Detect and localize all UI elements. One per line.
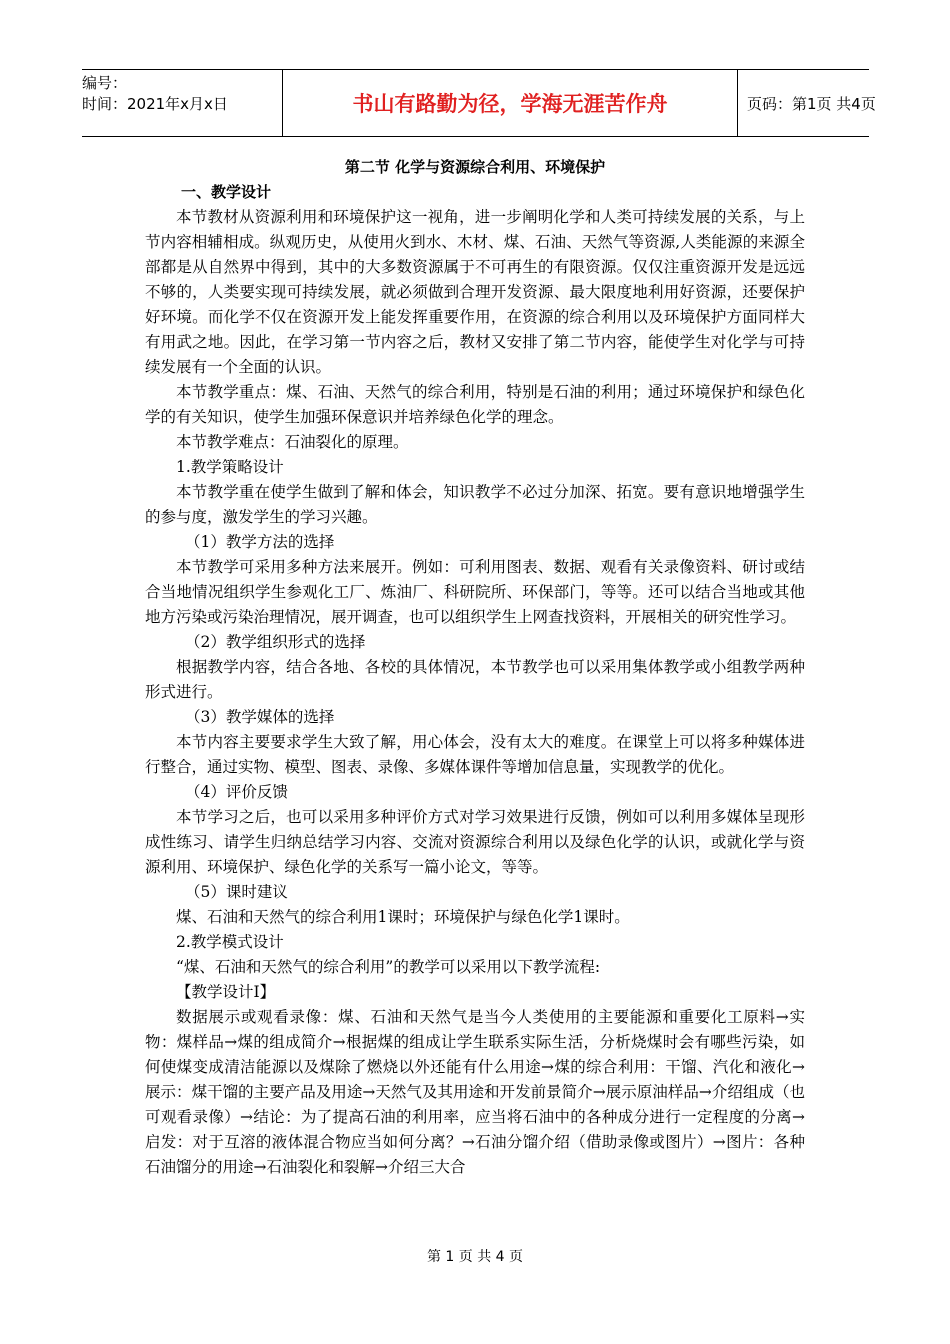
subheading: （2）教学组织形式的选择 bbox=[185, 633, 366, 651]
subheading: 【教学设计I】 bbox=[176, 983, 276, 1001]
subheading: 2.教学模式设计 bbox=[176, 933, 284, 951]
paragraph: 煤、石油和天然气的综合利用1课时；环境保护与绿色化学1课时。 bbox=[176, 908, 630, 926]
date-label: 时间：2021年x月x日 bbox=[82, 95, 228, 113]
paragraph: 根据教学内容，结合各地、各校的具体情况，本节教学也可以采用集体教学或小组教学两种形式进行。 bbox=[145, 658, 805, 701]
subheading: （4）评价反馈 bbox=[185, 783, 288, 801]
paragraph: 本节教学可采用多种方法来展开。例如：可利用图表、数据、观看有关录像资料、研讨或结合当地情况组织学生参观化工厂、炼油厂、科研院所、环保部门，等等。还可以结合当地或其他地方污染或污染治理情况，展开调查，也可以组织学生上网查找资料，开展相关的研究性学习。 bbox=[145, 558, 805, 626]
subheading: （5）课时建议 bbox=[185, 883, 288, 901]
paragraph: 本节教材从资源利用和环境保护这一视角，进一步阐明化学和人类可持续发展的关系，与上节内容相辅相成。纵观历史，从使用火到水、木材、煤、石油、天然气等资源,人类能源的来源全部都是从自然界中得到，其中的大多数资源属于不可再生的有限资源。仅仅注重资源开发是远远不够的，人类要实现可持续发展，就必须做到合理开发资源、最大限度地利用好资源，还要保护好环境。而化学不仅在资源开发上能发挥重要作用，在资源的综合利用以及环境保护方面同样大有用武之地。因此，在学习第一节内容之后，教材又安排了第二节内容，能使学生对化学与可持续发展有一个全面的认识。 bbox=[145, 208, 805, 376]
document-body bbox=[145, 155, 805, 1180]
paragraph: 本节教学重在使学生做到了解和体会，知识教学不必过分加深、拓宽。要有意识地增强学生的参与度，激发学生的学习兴趣。 bbox=[145, 483, 805, 526]
header-motto: 书山有路勤为径，学海无涯苦作舟 bbox=[282, 70, 738, 136]
paragraph: 本节内容主要要求学生大致了解，用心体会，没有太大的难度。在课堂上可以将多种媒体进行整合，通过实物、模型、图表、录像、多媒体课件等增加信息量，实现教学的优化。 bbox=[145, 733, 805, 776]
number-label: 编号： bbox=[82, 74, 128, 92]
page-footer: 第 1 页 共 4 页 bbox=[426, 1249, 524, 1265]
subheading: （3）教学媒体的选择 bbox=[185, 708, 335, 726]
paragraph: 本节教学重点：煤、石油、天然气的综合利用，特别是石油的利用；通过环境保护和绿色化学的有关知识，使学生加强环保意识并培养绿色化学的理念。 bbox=[145, 383, 805, 426]
paragraph: 本节教学难点：石油裂化的原理。 bbox=[176, 433, 409, 451]
subheading: （1）教学方法的选择 bbox=[185, 533, 335, 551]
subheading: 1.教学策略设计 bbox=[176, 458, 284, 476]
heading-teaching-design: 一、教学设计 bbox=[181, 183, 272, 201]
section-title: 第二节 化学与资源综合利用、环境保护 bbox=[344, 158, 606, 176]
paragraph: “煤、石油和天然气的综合利用”的教学可以采用以下教学流程: bbox=[176, 958, 601, 976]
paragraph: 本节学习之后，也可以采用多种评价方式对学习效果进行反馈，例如可以利用多媒体呈现形成性练习、请学生归纳总结学习内容、交流对资源综合利用以及绿色化学的认识，或就化学与资源利用、环境保护、绿色化学的关系写一篇小论文，等等。 bbox=[145, 808, 805, 876]
header-page-info: 页码：第1页 共4页 bbox=[747, 94, 876, 113]
header-meta bbox=[82, 70, 282, 139]
document-header bbox=[82, 69, 876, 137]
paragraph: 数据展示或观看录像：煤、石油和天然气是当今人类使用的主要能源和重要化工原料→实物：煤样品→煤的组成简介→根据煤的组成让学生联系实际生活，分析烧煤时会有哪些污染，如何使煤变成清洁能源以及煤除了燃烧以外还能有什么用途→煤的综合利用：干馏、汽化和液化→展示：煤干馏的主要产品及用途→天然气及其用途和开发前景简介→展示原油样品→介绍组成（也可观看录像）→结论：为了提高石油的利用率，应当将石油中的各种成分进行一定程度的分离→启发：对于互溶的液体混合物应当如何分离？→石油分馏介绍（借助录像或图片）→图片：各种石油馏分的用途→石油裂化和裂解→介绍三大合 bbox=[145, 1008, 805, 1176]
